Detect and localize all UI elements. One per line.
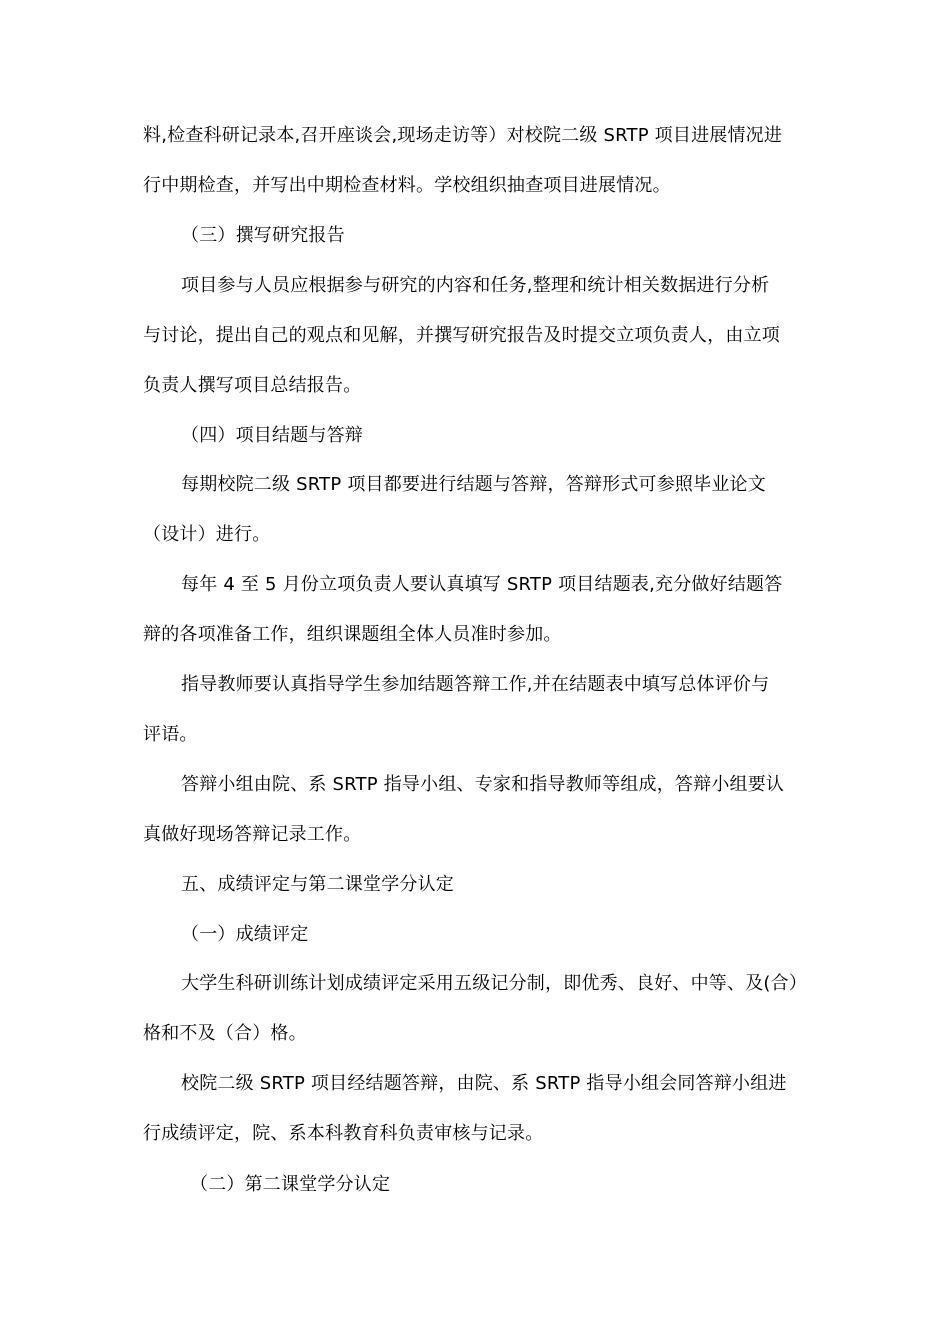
text-line: （设计）进行。 [143, 524, 271, 545]
section-heading: （二）第二课堂学分认定 [190, 1174, 391, 1195]
text-line: 校院二级 SRTP 项目经结题答辩，由院、系 SRTP 指导小组会同答辩小组进 [181, 1073, 787, 1094]
text-line: 真做好现场答辩记录工作。 [143, 824, 362, 845]
text-line: 料,检查科研记录本,召开座谈会,现场走访等）对校院二级 SRTP 项目进展情况进 [143, 125, 783, 146]
text-line: 格和不及（合）格。 [143, 1023, 307, 1044]
section-heading: （四）项目结题与答辩 [181, 425, 363, 446]
text-line: 负责人撰写项目总结报告。 [143, 375, 362, 396]
section-heading: 五、成绩评定与第二课堂学分认定 [181, 874, 454, 895]
text-line: 每期校院二级 SRTP 项目都要进行结题与答辩，答辩形式可参照毕业论文 [181, 474, 766, 495]
text-line: 行成绩评定，院、系本科教育科负责审核与记录。 [143, 1123, 544, 1144]
text-line: 与讨论，提出自己的观点和见解，并撰写研究报告及时提交立项负责人，由立项 [143, 325, 780, 346]
section-heading: （三）撰写研究报告 [181, 225, 345, 246]
text-line: 大学生科研训练计划成绩评定采用五级记分制，即优秀、良好、中等、及(合） [181, 973, 808, 994]
text-line: 指导教师要认真指导学生参加结题答辩工作,并在结题表中填写总体评价与 [181, 674, 770, 695]
text-line: 评语。 [143, 724, 198, 745]
text-line: 答辩小组由院、系 SRTP 指导小组、专家和指导教师等组成，答辩小组要认 [181, 774, 785, 795]
text-line: 行中期检查，并写出中期检查材料。学校组织抽查项目进展情况。 [143, 175, 671, 196]
section-heading: （一）成绩评定 [181, 924, 309, 945]
text-line: 每年 4 至 5 月份立项负责人要认真填写 SRTP 项目结题表,充分做好结题答 [181, 574, 783, 595]
text-line: 辩的各项准备工作，组织课题组全体人员准时参加。 [143, 624, 562, 645]
text-line: 项目参与人员应根据参与研究的内容和任务,整理和统计相关数据进行分析 [181, 275, 770, 296]
